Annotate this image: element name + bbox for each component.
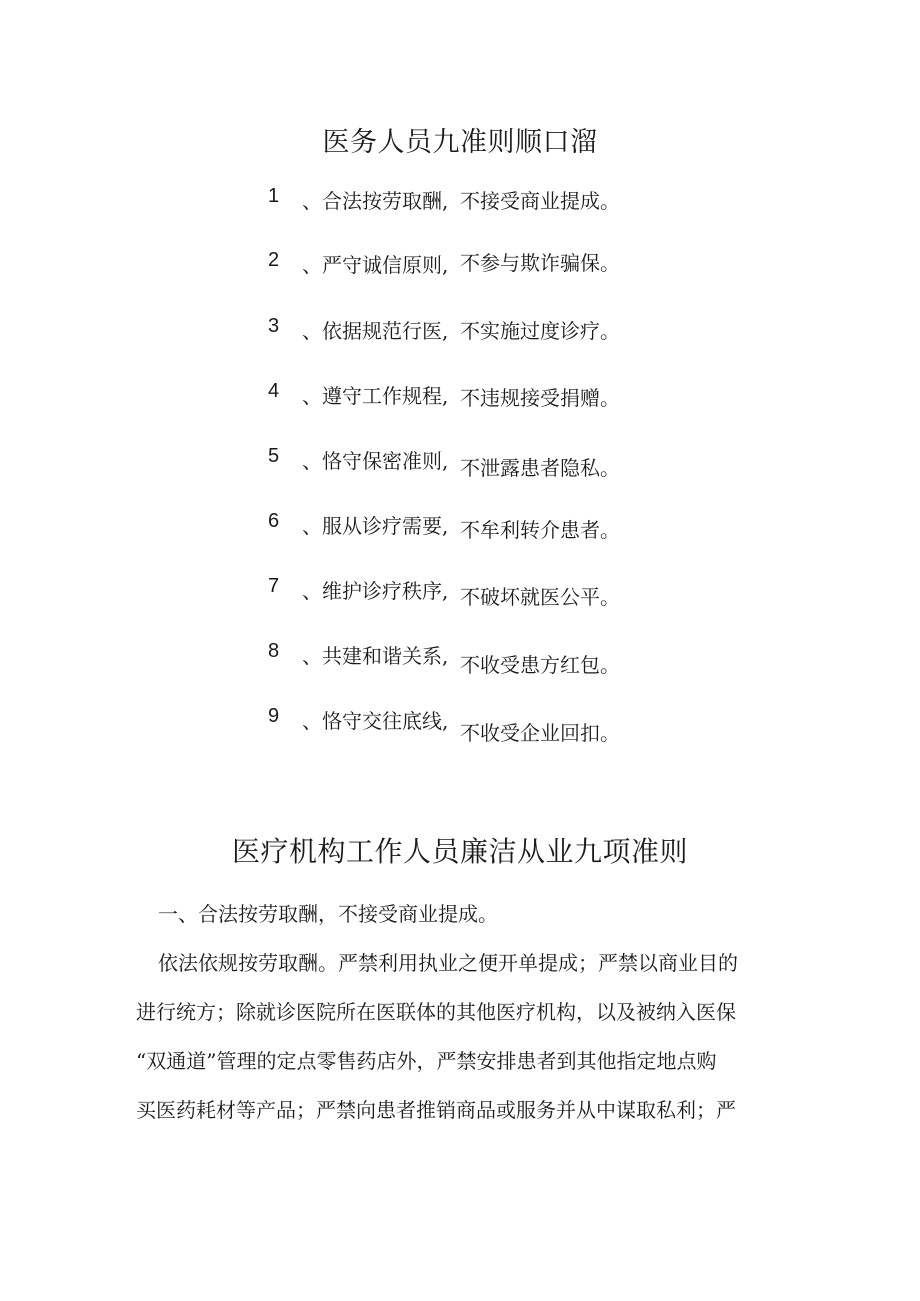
rule-second-clause: 不泄露患者隐私。 [460, 456, 620, 480]
rule-first-clause: 、遵守工作规程, [302, 384, 449, 408]
rule-first-clause: 、依据规范行医, [302, 319, 449, 343]
rule-first-clause: 、合法按劳取酬, [302, 189, 449, 213]
rule-number: 5 [268, 445, 280, 467]
rule-first-clause: 、维护诊疗秩序, [302, 579, 449, 603]
paragraph-line: “双通道”管理的定点零售药店外，严禁安排患者到其他指定地点购 [136, 1049, 717, 1073]
paragraph-line: 买医药耗材等产品；严禁向患者推销商品或服务并从中谋取私利；严 [136, 1098, 736, 1122]
rule-number: 7 [268, 575, 280, 597]
rule-second-clause: 不参与欺诈骗保。 [460, 251, 620, 275]
paragraph-line: 依法依规按劳取酬。严禁利用执业之便开单提成；严禁以商业目的 [158, 951, 738, 975]
rule-number: 6 [268, 510, 280, 532]
rule-number: 1 [268, 185, 280, 207]
rule-number: 8 [268, 640, 280, 662]
rule-second-clause: 不接受商业提成。 [460, 189, 620, 213]
rule-first-clause: 、严守诚信原则, [302, 253, 449, 277]
section-title: 医疗机构工作人员廉洁从业九项准则 [231, 835, 688, 868]
rule-number: 4 [268, 380, 280, 402]
paragraph-line: 进行统方；除就诊医院所在医联体的其他医疗机构，以及被纳入医保 [136, 1000, 736, 1024]
rule-second-clause: 不牟利转介患者。 [460, 518, 620, 542]
rule-number: 3 [268, 315, 280, 337]
rule-second-clause: 不违规接受捐赠。 [460, 386, 620, 410]
rule-first-clause: 、恪守交往底线, [302, 709, 449, 733]
rule-first-clause: 、共建和谐关系, [302, 644, 449, 668]
rule-first-clause: 、恪守保密准则, [302, 449, 449, 473]
rule-number: 9 [268, 705, 280, 727]
page-title: 医务人员九准则顺口溜 [322, 127, 598, 158]
rule-second-clause: 不收受企业回扣。 [460, 721, 620, 745]
rule-second-clause: 不实施过度诊疗。 [460, 319, 620, 343]
rule-first-clause: 、服从诊疗需要, [302, 514, 449, 538]
rule-number: 2 [268, 249, 280, 271]
section-heading-1: 一、合法按劳取酬，不接受商业提成。 [158, 902, 498, 926]
rule-second-clause: 不收受患方红包。 [460, 653, 620, 677]
rule-second-clause: 不破坏就医公平。 [460, 585, 620, 609]
